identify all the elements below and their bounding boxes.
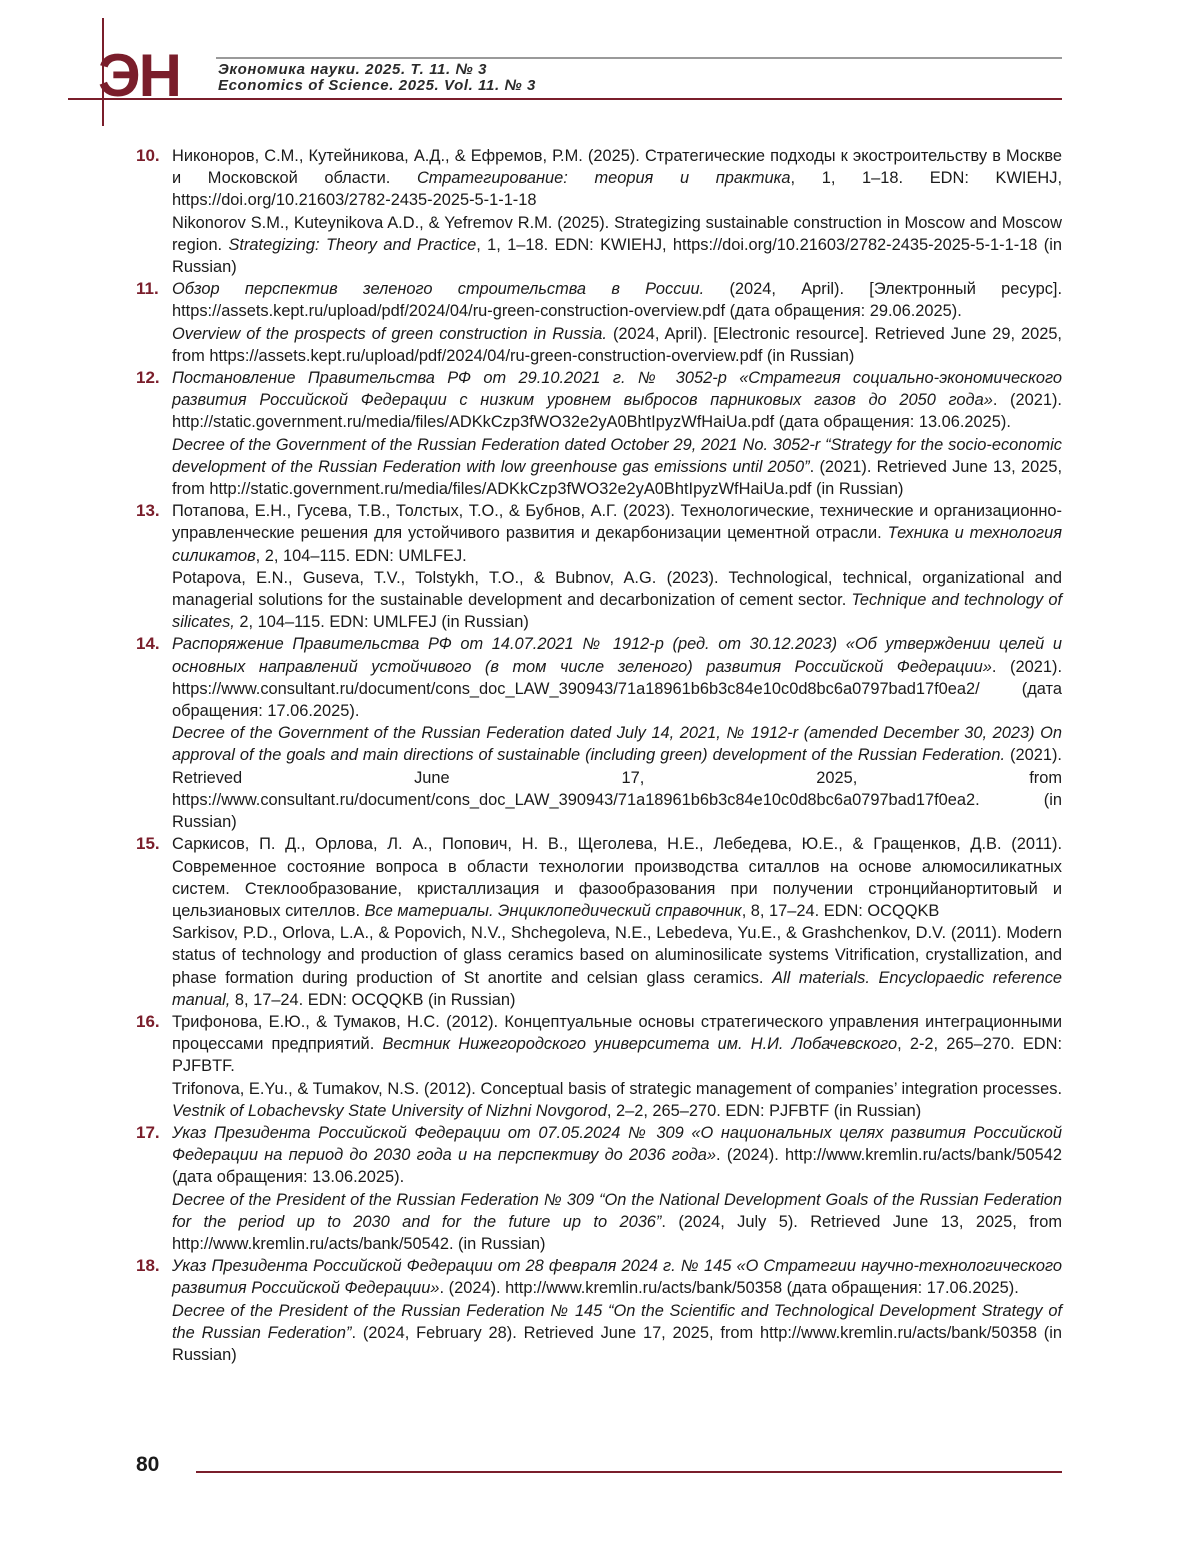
journal-info bbox=[218, 62, 536, 94]
reference-body bbox=[172, 500, 1062, 633]
citation-text: . (2024, February 28). Retrieved June 17, 2025, from http://www.kremlin.ru/acts/bank/50358 (in Russian) bbox=[172, 1324, 1062, 1364]
citation-source-title: Обзор перспектив зеленого строительства в России. bbox=[172, 280, 704, 298]
reference-item bbox=[136, 278, 1062, 367]
citation-text: Sarkisov, P.D., Orlova, L.A., & Popovich, N.V., Shchegoleva, N.E., Lebedeva, Yu.E., & Grashchenkov, D.V. (2011). Modern status of technology and production of glass ceramics based on aluminosilicate systems Vitrification, crystallization, and phase formation during production of St anortite and celsian glass ceramics. bbox=[172, 924, 1062, 986]
citation-text: , 1, 1–18. EDN: KWIEHJ, https://doi.org/10.21603/2782-2435-2025-5-1-1-18 (in Russian) bbox=[172, 236, 1062, 276]
reference-en-citation bbox=[172, 722, 1062, 833]
citation-text: Трифонова, Е.Ю., & Тумаков, Н.С. (2012). Концептуальные основы стратегического управления интеграционными процессами предприятий. bbox=[172, 1013, 1062, 1053]
journal-title-ru: Экономика науки. 2025. Т. 11. № 3 bbox=[218, 62, 536, 78]
reference-item bbox=[136, 500, 1062, 633]
citation-text: , 2, 104–115. EDN: UMLFEJ. bbox=[256, 547, 467, 565]
reference-item bbox=[136, 145, 1062, 278]
citation-text: . (2021). Retrieved June 13, 2025, from http://static.government.ru/media/files/ADKkCzp3fWO32e2yA0BhtIpyzWfHaiUa.pdf (in Russian) bbox=[172, 458, 1062, 498]
reference-number: 17. bbox=[136, 1122, 172, 1144]
citation-text: Nikonorov S.M., Kuteynikova A.D., & Yefremov R.M. (2025). Strategizing sustainable construction in Moscow and Moscow region. bbox=[172, 214, 1062, 254]
citation-source-title: Все материалы. Энциклопедический справочник bbox=[365, 902, 742, 920]
reference-number: 11. bbox=[136, 278, 172, 300]
reference-en-citation bbox=[172, 567, 1062, 634]
reference-ru-citation bbox=[172, 1122, 1062, 1189]
citation-text: . (2024, July 5). Retrieved June 13, 2025, from http://www.kremlin.ru/acts/bank/50542. (in Russian) bbox=[172, 1213, 1062, 1253]
citation-text: 2, 104–115. EDN: UMLFEJ (in Russian) bbox=[235, 613, 529, 631]
citation-text: (2021). Retrieved June 17, 2025, from https://www.consultant.ru/document/cons_doc_LAW_390943/71a18961b6b3c84e10c0d8bc6a0797bad17f0ea2. (in Russian) bbox=[172, 746, 1062, 831]
citation-text: , 2-2, 265–270. EDN: PJFBTF. bbox=[172, 1035, 1062, 1075]
reference-number: 16. bbox=[136, 1011, 172, 1033]
reference-body bbox=[172, 633, 1062, 833]
citation-source-title: Указ Президента Российской Федерации от 07.05.2024 № 309 «О национальных целях развития Российской Федерации на период до 2030 года и на перспективу до 2036 года» bbox=[172, 1124, 1062, 1164]
citation-source-title: Decree of the Government of the Russian Federation dated October 29, 2021 No. 3052-r “Strategy for the socio-economic development of the Russian Federation with low greenhouse gas emissions until 2050” bbox=[172, 436, 1062, 476]
citation-text: . (2021). http://static.government.ru/media/files/ADKkCzp3fWO32e2yA0BhtIpyzWfHaiUa.pdf (дата обращения: 13.06.2025). bbox=[172, 391, 1062, 431]
citation-text: Никоноров, С.М., Кутейникова, А.Д., & Ефремов, Р.М. (2025). Стратегические подходы к экостроительству в Москве и Московской области. bbox=[172, 147, 1062, 187]
reference-item bbox=[136, 367, 1062, 500]
reference-body bbox=[172, 367, 1062, 500]
header-main-rule bbox=[68, 98, 1062, 100]
reference-body bbox=[172, 1011, 1062, 1122]
citation-text: Саркисов, П. Д., Орлова, Л. А., Попович, Н. В., Щеголева, Н.Е., Лебедева, Ю.Е., & Гращенков, Д.В. (2011). Современное состояние вопроса в области технологии производства ситаллов на основе алюмосиликатных систем. Стеклообразование, кристаллизация и фазообразования при получении стронцийанортитовый и цельзиановых сителлов. bbox=[172, 835, 1062, 920]
reference-item bbox=[136, 1255, 1062, 1366]
reference-body bbox=[172, 278, 1062, 367]
reference-en-citation bbox=[172, 1300, 1062, 1367]
citation-text: 8, 17–24. EDN: OCQQKB (in Russian) bbox=[230, 991, 515, 1009]
reference-number: 18. bbox=[136, 1255, 172, 1277]
citation-source-title: Vestnik of Lobachevsky State University of Nizhni Novgorod bbox=[172, 1102, 607, 1120]
reference-number: 15. bbox=[136, 833, 172, 855]
citation-text: (2024, April). [Электронный ресурс]. https://assets.kept.ru/upload/pdf/2024/04/ru-green-construction-overview.pdf (дата обращения: 29.06.2025). bbox=[172, 280, 1062, 320]
reference-number: 10. bbox=[136, 145, 172, 167]
reference-body bbox=[172, 833, 1062, 1011]
citation-text: . (2021). https://www.consultant.ru/document/cons_doc_LAW_390943/71a18961b6b3c84e10c0d8bc6a0797bad17f0ea2/ (дата обращения: 17.06.2025). bbox=[172, 658, 1062, 720]
reference-number: 14. bbox=[136, 633, 172, 655]
reference-item bbox=[136, 633, 1062, 833]
citation-text: Trifonova, E.Yu., & Tumakov, N.S. (2012). Conceptual basis of strategic management of companies’ integration processes. bbox=[172, 1080, 1062, 1098]
citation-text: , 1, 1–18. EDN: KWIEHJ, https://doi.org/10.21603/2782-2435-2025-5-1-1-18 bbox=[172, 169, 1062, 209]
citation-source-title: Strategizing: Theory and Practice bbox=[228, 236, 476, 254]
journal-logo: ЭН bbox=[98, 46, 180, 106]
reference-item bbox=[136, 1011, 1062, 1122]
reference-item bbox=[136, 833, 1062, 1011]
reference-ru-citation bbox=[172, 145, 1062, 212]
citation-text: (2024, April). [Electronic resource]. Retrieved June 29, 2025, from https://assets.kept.ru/upload/pdf/2024/04/ru-green-construction-overview.pdf (in Russian) bbox=[172, 325, 1062, 365]
citation-source-title: Техника и технология силикатов bbox=[172, 524, 1062, 564]
reference-en-citation bbox=[172, 212, 1062, 279]
citation-source-title: Overview of the prospects of green construction in Russia. bbox=[172, 325, 607, 343]
citation-text: . (2024). http://www.kremlin.ru/acts/bank/50542 (дата обращения: 13.06.2025). bbox=[172, 1146, 1062, 1186]
journal-title-en: Economics of Science. 2025. Vol. 11. № 3 bbox=[218, 78, 536, 94]
citation-source-title: Распоряжение Правительства РФ от 14.07.2021 № 1912-р (ред. от 30.12.2023) «Об утверждении целей и основных направлений устойчивого (в том числе зеленого) развития Российской Федерации» bbox=[172, 635, 1062, 675]
reference-en-citation bbox=[172, 323, 1062, 367]
header-top-rule bbox=[216, 57, 1062, 59]
reference-number: 13. bbox=[136, 500, 172, 522]
citation-text: . (2024). http://www.kremlin.ru/acts/bank/50358 (дата обращения: 17.06.2025). bbox=[440, 1279, 1019, 1297]
reference-list bbox=[136, 145, 1062, 1366]
reference-ru-citation bbox=[172, 278, 1062, 322]
reference-ru-citation bbox=[172, 833, 1062, 922]
reference-number: 12. bbox=[136, 367, 172, 389]
page-number: 80 bbox=[136, 1453, 159, 1477]
reference-en-citation bbox=[172, 434, 1062, 501]
reference-ru-citation bbox=[172, 500, 1062, 567]
reference-en-citation bbox=[172, 922, 1062, 1011]
citation-text: Потапова, Е.Н., Гусева, Т.В., Толстых, Т.О., & Бубнов, А.Г. (2023). Технологические, технические и организационно-управленческие решения для устойчивого развития и декарбонизации цементной отрасли. bbox=[172, 502, 1062, 542]
citation-source-title: All materials. Encyclopaedic reference manual, bbox=[172, 969, 1062, 1009]
reference-ru-citation bbox=[172, 1011, 1062, 1078]
reference-en-citation bbox=[172, 1189, 1062, 1256]
footer-rule bbox=[196, 1471, 1062, 1473]
reference-item bbox=[136, 1122, 1062, 1255]
reference-ru-citation bbox=[172, 633, 1062, 722]
citation-text: Potapova, E.N., Guseva, T.V., Tolstykh, T.O., & Bubnov, A.G. (2023). Technological, technical, organizational and managerial solutions for the sustainable development and decarbonization of cement sector. bbox=[172, 569, 1062, 609]
citation-source-title: Постановление Правительства РФ от 29.10.2021 г. № 3052-р «Стратегия социально-экономического развития Российской Федерации с низким уровнем выбросов парниковых газов до 2050 года» bbox=[172, 369, 1062, 409]
reference-ru-citation bbox=[172, 367, 1062, 434]
reference-body bbox=[172, 145, 1062, 278]
citation-source-title: Decree of the President of the Russian Federation № 145 “On the Scientific and Technological Development Strategy of the Russian Federation” bbox=[172, 1302, 1062, 1342]
reference-en-citation bbox=[172, 1078, 1062, 1122]
citation-source-title: Указ Президента Российской Федерации от 28 февраля 2024 г. № 145 «О Стратегии научно-технологического развития Российской Федерации» bbox=[172, 1257, 1062, 1297]
reference-body bbox=[172, 1255, 1062, 1366]
reference-ru-citation bbox=[172, 1255, 1062, 1299]
citation-source-title: Вестник Нижегородского университета им. Н.И. Лобачевского bbox=[382, 1035, 897, 1053]
citation-text: , 8, 17–24. EDN: OCQQKB bbox=[742, 902, 940, 920]
citation-text: , 2–2, 265–270. EDN: PJFBTF (in Russian) bbox=[607, 1102, 921, 1120]
citation-source-title: Стратегирование: теория и практика bbox=[417, 169, 791, 187]
citation-source-title: Decree of the Government of the Russian Federation dated July 14, 2021, № 1912-r (amended December 30, 2023) On approval of the goals and main directions of sustainable (including green) development of the Russian Federation. bbox=[172, 724, 1062, 764]
citation-source-title: Technique and technology of silicates, bbox=[172, 591, 1062, 631]
reference-body bbox=[172, 1122, 1062, 1255]
citation-source-title: Decree of the President of the Russian Federation № 309 “On the National Development Goals of the Russian Federation for the period up to 2030 and for the future up to 2036” bbox=[172, 1191, 1062, 1231]
